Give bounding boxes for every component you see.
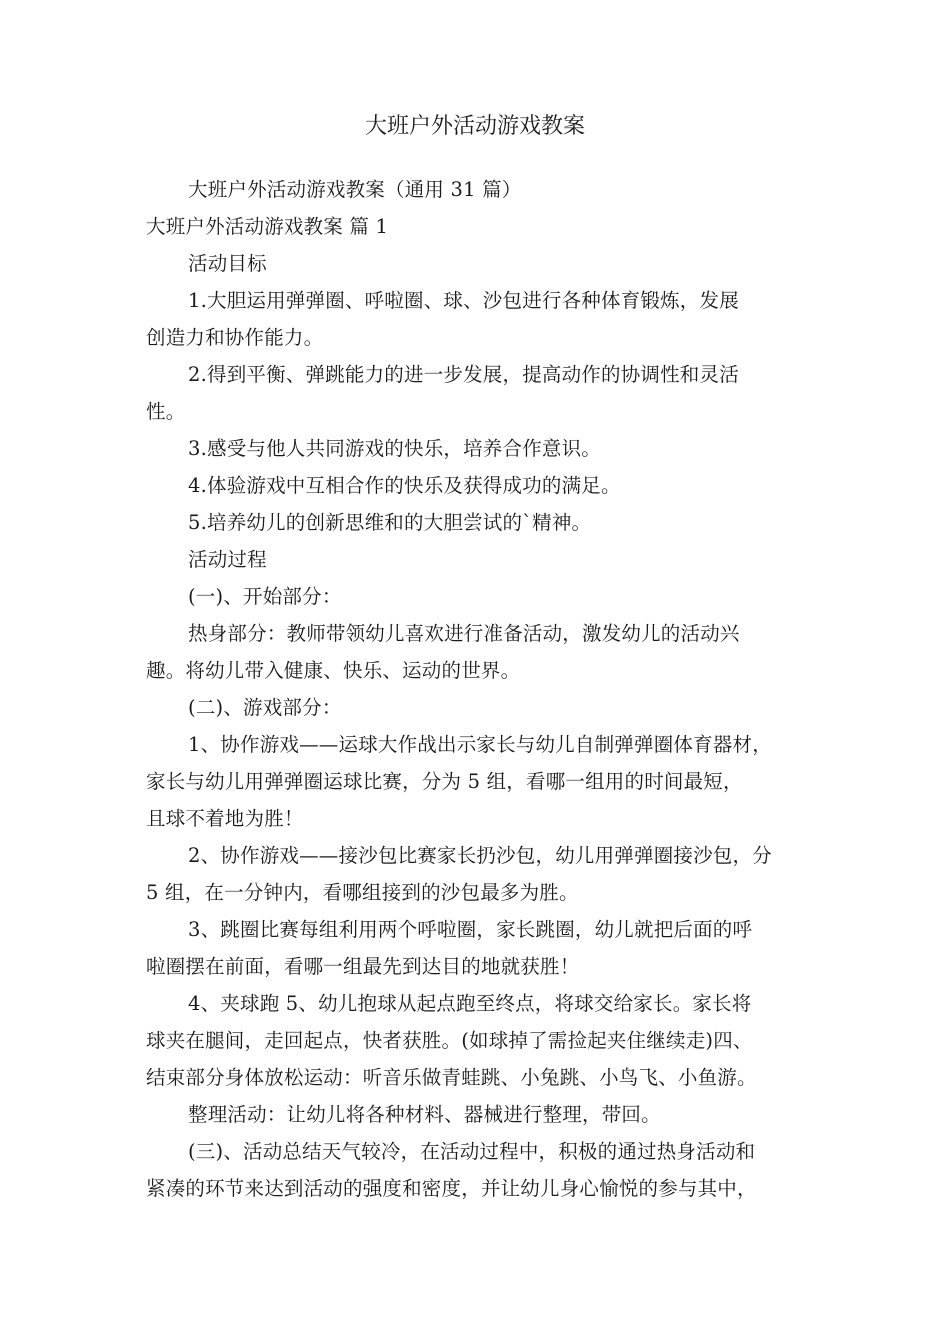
text-line: 球夹在腿间，走回起点，快者获胜。(如球掉了需捡起夹住继续走)四、 xyxy=(146,1029,753,1052)
heading-activity-goals: 活动目标 xyxy=(188,252,267,275)
text-line: 2、协作游戏——接沙包比赛家长扔沙包，幼儿用弹弹圈接沙包，分 xyxy=(188,844,772,867)
text-line: 4、夹球跑 5、幼儿抱球从起点跑至终点，将球交给家长。家长将 xyxy=(188,992,752,1015)
text-line: 整理活动：让幼儿将各种材料、器械进行整理，带回。 xyxy=(188,1103,661,1126)
text-line: 热身部分：教师带领幼儿喜欢进行准备活动，激发幼儿的活动兴 xyxy=(188,622,740,645)
heading-activity-process: 活动过程 xyxy=(188,548,267,571)
text-line: 结束部分身体放松运动：听音乐做青蛙跳、小兔跳、小鸟飞、小鱼游。 xyxy=(146,1066,757,1089)
text-line: 1、协作游戏——运球大作战出示家长与幼儿自制弹弹圈体育器材， xyxy=(188,733,772,756)
text-line: 5.培养幼儿的创新思维和的大胆尝试的`精神。 xyxy=(188,511,592,534)
text-line: 3、跳圈比赛每组利用两个呼啦圈，家长跳圈，幼儿就把后面的呼 xyxy=(188,918,753,941)
text-line: 5 组，在一分钟内，看哪组接到的沙包最多为胜。 xyxy=(146,881,579,904)
text-line: 3.感受与他人共同游戏的快乐，培养合作意识。 xyxy=(188,437,602,460)
document-title: 大班户外活动游戏教案 xyxy=(364,114,585,139)
text-line: 啦圈摆在前面，看哪一组最先到达目的地就获胜！ xyxy=(146,955,580,978)
text-line: 2.得到平衡、弹跳能力的进一步发展，提高动作的协调性和灵活 xyxy=(188,363,739,386)
text-line: (二)、游戏部分： xyxy=(188,696,342,719)
section-heading: 大班户外活动游戏教案 篇 1 xyxy=(146,215,389,238)
subtitle-line: 大班户外活动游戏教案（通用 31 篇） xyxy=(188,178,522,201)
text-line: 紧凑的环节来达到活动的强度和密度，并让幼儿身心愉悦的参与其中， xyxy=(146,1177,757,1200)
text-line: 1.大胆运用弹弹圈、呼啦圈、球、沙包进行各种体育锻炼，发展 xyxy=(188,289,739,312)
text-line: (一)、开始部分： xyxy=(188,585,342,608)
text-line: (三)、活动总结天气较冷，在活动过程中，积极的通过热身活动和 xyxy=(188,1140,756,1163)
text-line: 性。 xyxy=(146,400,186,423)
text-line: 4.体验游戏中互相合作的快乐及获得成功的满足。 xyxy=(188,474,621,497)
text-line: 家长与幼儿用弹弹圈运球比赛，分为 5 组，看哪一组用的时间最短， xyxy=(146,770,743,793)
text-line: 趣。将幼儿带入健康、快乐、运动的世界。 xyxy=(146,659,521,682)
text-line: 创造力和协作能力。 xyxy=(146,326,324,349)
text-line: 且球不着地为胜！ xyxy=(146,807,304,830)
